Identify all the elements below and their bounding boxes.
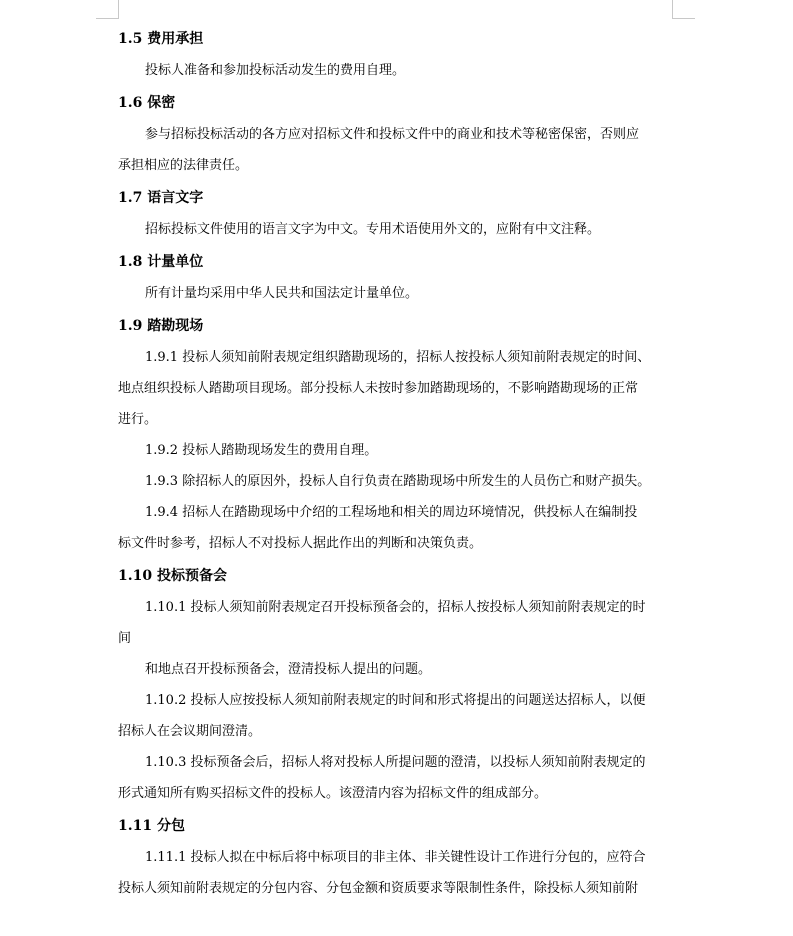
- paragraph-line: 1.9.4 招标人在踏勘现场中介绍的工程场地和相关的周边环境情况，供投标人在编制投: [145, 505, 638, 520]
- paragraph-line: 形式通知所有购买招标文件的投标人。该澄清内容为招标文件的组成部分。: [118, 786, 548, 801]
- section-heading: 1.6 保密: [118, 95, 176, 111]
- paragraph: [118, 592, 678, 654]
- paragraph: [118, 55, 678, 86]
- paragraph-line: 进行。: [118, 412, 158, 427]
- paragraph-line: 投标人准备和参加投标活动发生的费用自理。: [145, 63, 406, 78]
- paragraph: [118, 747, 678, 809]
- paragraph-line: 1.9.1 投标人须知前附表规定组织踏勘现场的，招标人按投标人须知前附表规定的时间、: [145, 350, 651, 365]
- paragraph-line: 地点组织投标人踏勘项目现场。部分投标人未按时参加踏勘现场的，不影响踏勘现场的正常: [118, 381, 639, 396]
- paragraph: [118, 214, 678, 245]
- paragraph-line: 所有计量均采用中华人民共和国法定计量单位。: [145, 286, 419, 301]
- section-heading: 1.5 费用承担: [118, 31, 204, 47]
- page-corner-mark-top-right: [672, 0, 695, 19]
- paragraph-line: 1.10.1 投标人须知前附表规定召开投标预备会的，招标人按投标人须知前附表规定的时: [145, 600, 646, 615]
- paragraph: [118, 119, 678, 181]
- section-heading: 1.11 分包: [118, 818, 185, 834]
- paragraph-line: 1.10.3 投标预备会后，招标人将对投标人所提问题的澄清，以投标人须知前附表规定的: [145, 755, 646, 770]
- paragraph: [118, 654, 678, 685]
- paragraph-line: 间: [118, 631, 132, 646]
- paragraph: [118, 435, 678, 466]
- paragraph: [118, 685, 678, 747]
- page-corner-mark-top-left: [96, 0, 119, 19]
- paragraph: [118, 278, 678, 309]
- paragraph-line: 投标人须知前附表规定的分包内容、分包金额和资质要求等限制性条件，除投标人须知前附: [118, 881, 639, 896]
- paragraph-line: 招标人在会议期间澄清。: [118, 724, 262, 739]
- paragraph-line: 招标投标文件使用的语言文字为中文。专用术语使用外文的，应附有中文注释。: [145, 222, 601, 237]
- paragraph: [118, 342, 678, 435]
- section-heading: 1.8 计量单位: [118, 254, 204, 270]
- paragraph: [118, 466, 678, 497]
- paragraph: [118, 842, 678, 904]
- paragraph-line: 和地点召开投标预备会，澄清投标人提出的问题。: [145, 662, 432, 677]
- document-body: [118, 22, 678, 904]
- paragraph-line: 参与招标投标活动的各方应对招标文件和投标文件中的商业和技术等秘密保密，否则应: [145, 127, 640, 142]
- section-heading: 1.9 踏勘现场: [118, 318, 204, 334]
- paragraph-line: 1.9.3 除招标人的原因外，投标人自行负责在踏勘现场中所发生的人员伤亡和财产损失。: [145, 474, 651, 489]
- section-heading: 1.10 投标预备会: [118, 568, 227, 584]
- section-heading: 1.7 语言文字: [118, 190, 204, 206]
- paragraph-line: 1.9.2 投标人踏勘现场发生的费用自理。: [145, 443, 378, 458]
- paragraph-line: 承担相应的法律责任。: [118, 158, 249, 173]
- paragraph-line: 1.11.1 投标人拟在中标后将中标项目的非主体、非关键性设计工作进行分包的，应符合: [145, 850, 646, 865]
- paragraph-line: 1.10.2 投标人应按投标人须知前附表规定的时间和形式将提出的问题送达招标人，以便: [145, 693, 646, 708]
- paragraph: [118, 497, 678, 559]
- paragraph-line: 标文件时参考，招标人不对投标人据此作出的判断和决策负责。: [118, 536, 483, 551]
